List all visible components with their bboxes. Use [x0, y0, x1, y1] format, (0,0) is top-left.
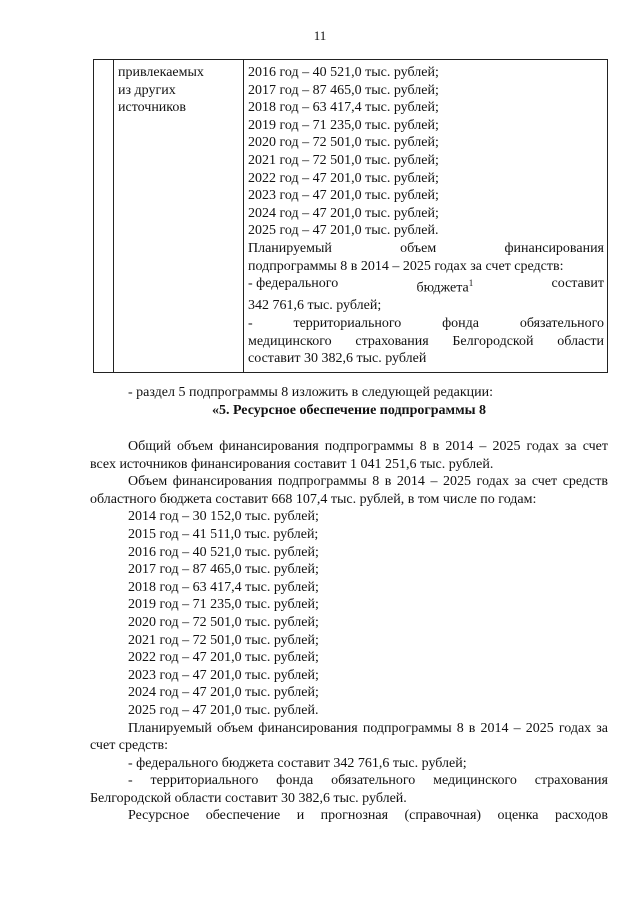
resource-table	[93, 59, 608, 373]
paragraph-total	[90, 438, 608, 825]
list-item: 2024 год – 47 201,0 тыс. рублей;	[128, 685, 319, 701]
year-line: 2023 год – 47 201,0 тыс. рублей;	[248, 188, 439, 204]
list-item: 2016 год – 40 521,0 тыс. рублей;	[128, 544, 319, 560]
label-line: источников	[118, 100, 187, 116]
year-line: 2024 год – 47 201,0 тыс. рублей;	[248, 205, 439, 221]
list-item: 2019 год – 71 235,0 тыс. рублей;	[128, 597, 319, 613]
territorial-line: медицинского страхования Белгородской области	[248, 333, 604, 349]
paragraph-3: Планируемый объем финансирования подпрограммы 8 в 2014 – 2025 годах за счет средств:	[90, 720, 608, 754]
last-paragraph: Ресурсное обеспечение и прогнозная (справочная) оценка расходов	[128, 808, 608, 824]
year-line: 2022 год – 47 201,0 тыс. рублей;	[248, 170, 439, 186]
year-line: 2021 год – 72 501,0 тыс. рублей;	[248, 152, 439, 168]
budget-word: бюджета$^1$	[416, 278, 474, 296]
document-body	[90, 384, 608, 419]
list-item: 2017 год – 87 465,0 тыс. рублей;	[128, 562, 319, 578]
paragraph-1: Общий объем финансирования подпрограммы 8 в 2014 – 2025 годах за счет всех источников финансирования составит 1 041 251,6 тыс. рублей.	[90, 439, 608, 472]
year-line: 2017 год – 87 465,0 тыс. рублей;	[248, 82, 439, 98]
year-line: 2016 год – 40 521,0 тыс. рублей;	[248, 65, 439, 80]
label-line: привлекаемых	[118, 65, 204, 80]
section-title: «5. Ресурсное обеспечение подпрограммы 8	[211, 402, 487, 418]
federal-amount: 342 761,6 тыс. рублей;	[248, 298, 382, 314]
list-item: 2023 год – 47 201,0 тыс. рублей;	[128, 667, 319, 683]
federal-paragraph: - федерального бюджета составит 342 761,6 тыс. рублей;	[128, 755, 467, 771]
table-cell-label	[114, 60, 244, 373]
year-list	[90, 508, 608, 719]
table-cell-empty	[94, 60, 114, 373]
total-word: составит	[551, 276, 604, 292]
intro-text: - раздел 5 подпрограммы 8 изложить в следующей редакции:	[128, 385, 494, 400]
list-item: 2018 год – 63 417,4 тыс. рублей;	[128, 579, 319, 595]
list-item: 2015 год – 41 511,0 тыс. рублей;	[128, 526, 319, 542]
list-item: 2025 год – 47 201,0 тыс. рублей.	[128, 702, 319, 718]
plan-line: Планируемый объем финансирования	[248, 240, 604, 256]
paragraph-2: Объем финансирования подпрограммы 8 в 2014 – 2025 годах за счет средств областного бюджета составит 668 107,4 тыс. рублей, в том числе по годам:	[90, 474, 608, 507]
plan-line: подпрограммы 8 в 2014 – 2025 годах за счет средств:	[248, 258, 564, 274]
federal-line	[248, 275, 604, 297]
list-item: 2014 год – 30 152,0 тыс. рублей;	[128, 509, 319, 525]
list-item: 2022 год – 47 201,0 тыс. рублей;	[128, 650, 319, 666]
table-row	[94, 60, 608, 373]
page-number: 11	[313, 28, 327, 43]
federal-word: - федерального	[248, 276, 339, 292]
territorial-line: - территориального фонда обязательного	[248, 315, 604, 331]
territorial-amount: составит 30 382,6 тыс. рублей	[248, 351, 427, 367]
year-line: 2020 год – 72 501,0 тыс. рублей;	[248, 135, 439, 151]
list-item: 2021 год – 72 501,0 тыс. рублей;	[128, 632, 319, 648]
list-item: 2020 год – 72 501,0 тыс. рублей;	[128, 614, 319, 630]
year-line: 2019 год – 71 235,0 тыс. рублей;	[248, 117, 439, 133]
label-line: из других	[118, 82, 176, 98]
footnote-mark: 1	[468, 278, 474, 289]
year-line: 2018 год – 63 417,4 тыс. рублей;	[248, 100, 439, 116]
territorial-paragraph: - территориального фонда обязательного медицинского страхования Белгородской области составит 30 382,6 тыс. рублей.	[90, 773, 608, 806]
year-line: 2025 год – 47 201,0 тыс. рублей.	[248, 223, 439, 239]
table-cell-values	[244, 60, 608, 373]
